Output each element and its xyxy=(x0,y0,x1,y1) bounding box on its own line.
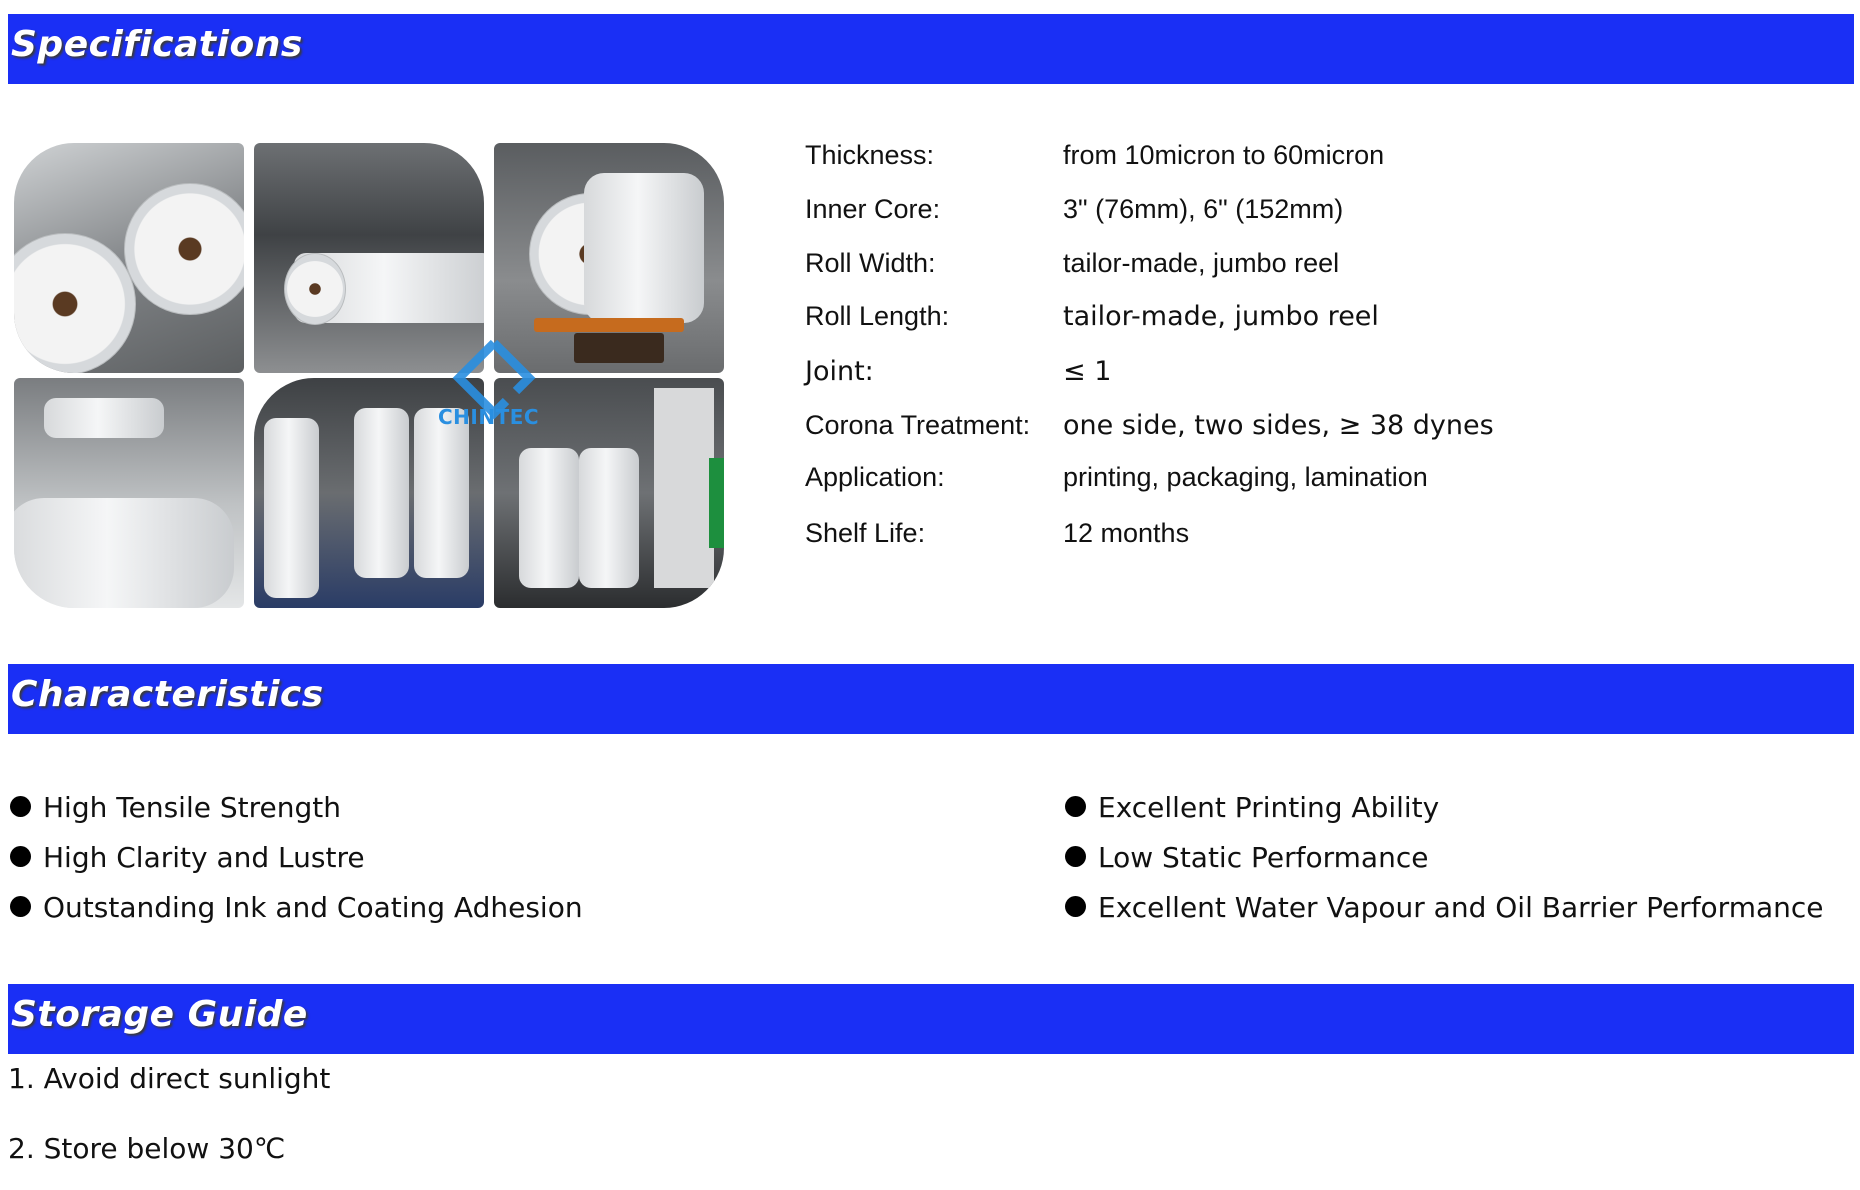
bullet-icon xyxy=(1065,896,1086,917)
characteristic-text: Low Static Performance xyxy=(1098,841,1429,874)
spec-value: from 10micron to 60micron xyxy=(1063,140,1385,170)
spec-label: Corona Treatment: xyxy=(805,410,1031,440)
spec-label: Application: xyxy=(805,462,945,492)
characteristic-item xyxy=(10,791,341,824)
spec-value: 3" (76mm), 6" (152mm) xyxy=(1063,194,1344,224)
bullet-icon xyxy=(10,896,31,917)
characteristic-text: Excellent Printing Ability xyxy=(1098,791,1440,824)
spec-label: Roll Length: xyxy=(805,301,950,331)
photo-rolls-machine xyxy=(14,378,244,608)
storage-guide-banner xyxy=(8,984,1854,1054)
characteristic-item xyxy=(1065,791,1439,824)
product-photo-collage xyxy=(14,143,724,608)
spec-label: Joint: xyxy=(805,356,874,387)
storage-guide-heading: Storage Guide xyxy=(11,994,308,1035)
spec-label: Roll Width: xyxy=(805,248,936,278)
spec-value: 12 months xyxy=(1063,518,1190,548)
characteristic-text: Outstanding Ink and Coating Adhesion xyxy=(43,891,583,924)
spec-value: printing, packaging, lamination xyxy=(1063,462,1428,492)
spec-label: Thickness: xyxy=(805,140,935,170)
characteristic-item xyxy=(1065,891,1824,924)
characteristic-item xyxy=(10,841,365,874)
spec-label: Inner Core: xyxy=(805,194,941,224)
storage-item: 1. Avoid direct sunlight xyxy=(8,1062,331,1095)
storage-item: 2. Store below 30℃ xyxy=(8,1132,286,1165)
bullet-icon xyxy=(1065,846,1086,867)
characteristic-text: Excellent Water Vapour and Oil Barrier Performance xyxy=(1098,891,1824,924)
spec-value: ≤ 1 xyxy=(1063,356,1112,387)
spec-label: Shelf Life: xyxy=(805,518,926,548)
characteristics-heading: Characteristics xyxy=(11,674,324,715)
chintec-logo-text: CHINTEC xyxy=(438,405,540,429)
bullet-icon xyxy=(1065,796,1086,817)
bullet-icon xyxy=(10,796,31,817)
characteristics-banner xyxy=(8,664,1854,734)
photo-film-rolls xyxy=(14,143,244,373)
spec-value: tailor-made, jumbo reel xyxy=(1063,248,1340,278)
specifications-banner xyxy=(8,14,1854,84)
characteristic-text: High Clarity and Lustre xyxy=(43,841,365,874)
characteristic-item xyxy=(1065,841,1428,874)
specifications-heading: Specifications xyxy=(11,24,303,65)
spec-value: tailor-made, jumbo reel xyxy=(1063,301,1379,332)
characteristic-text: High Tensile Strength xyxy=(43,791,341,824)
characteristic-item xyxy=(10,891,583,924)
spec-value: one side, two sides, ≥ 38 dynes xyxy=(1063,410,1494,441)
bullet-icon xyxy=(10,846,31,867)
